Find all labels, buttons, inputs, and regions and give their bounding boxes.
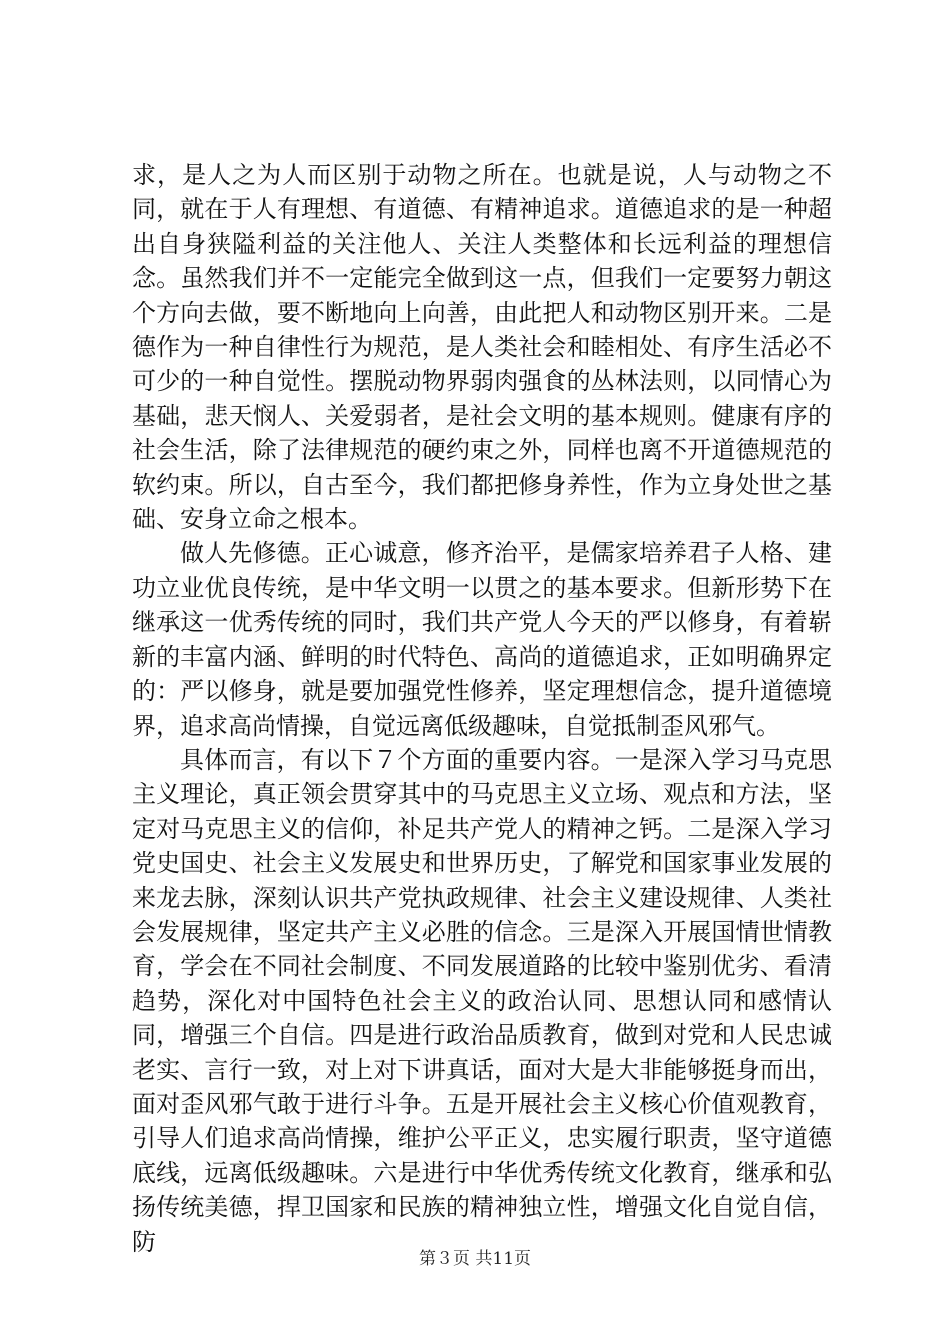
page-number-footer: 第３页 共11页 [418, 1249, 532, 1269]
body-text [132, 158, 832, 1259]
paragraph-1: 求，是人之为人而区别于动物之所在。也就是说，人与动物之不同，就在于人有理想、有道德、有精神追求。道德追求的是一种超出自身狭隘利益的关注他人、关注人类整体和长远利益的理想信念。虽然我们并不一定能完全做到这一点，但我们一定要努力朝这个方向去做，要不断地向上向善，由此把人和动物区别开来。二是德作为一种自律性行为规范，是人类社会和睦相处、有序生活必不可少的一种自觉性。摆脱动物界弱肉强食的丛林法则，以同情心为基础，悲天悯人、关爱弱者，是社会文明的基本规则。健康有序的社会生活，除了法律规范的硬约束之外，同样也离不开道德规范的软约束。所以，自古至今，我们都把修身养性，作为立身处世之基础、安身立命之根本。 [132, 161, 832, 534]
paragraph-2: 做人先修德。正心诚意，修齐治平，是儒家培养君子人格、建功立业优良传统，是中华文明一以贯之的基本要求。但新形势下在继承这一优秀传统的同时，我们共产党人今天的严以修身，有着崭新的丰富内涵、鲜明的时代特色、高尚的道德追求，正如明确界定的：严以修身，就是要加强党性修养，坚定理想信念，提升道德境界，追求高尚情操，自觉远离低级趣味，自觉抵制歪风邪气。 [132, 539, 832, 740]
paragraph-3: 具体而言，有以下７个方面的重要内容。一是深入学习马克思主义理论，真正领会贯穿其中的马克思主义立场、观点和方法，坚定对马克思主义的信仰，补足共产党人的精神之钙。二是深入学习党史国史、社会主义发展史和世界历史，了解党和国家事业发展的来龙去脉，深刻认识共产党执政规律、社会主义建设规律、人类社会发展规律，坚定共产主义必胜的信念。三是深入开展国情世情教育，学会在不同社会制度、不同发展道路的比较中鉴别优劣、看清趋势，深化对中国特色社会主义的政治认同、思想认同和感情认同，增强三个自信。四是进行政治品质教育，做到对党和人民忠诚老实、言行一致，对上对下讲真话，面对大是大非能够挺身而出，面对歪风邪气敢于进行斗争。五是开展社会主义核心价值观教育，引导人们追求高尚情操，维护公平正义，忠实履行职责，坚守道德底线，远离低级趣味。六是进行中华优秀传统文化教育，继承和弘扬传统美德，捍卫国家和民族的精神独立性，增强文化自觉自信，防 [132, 745, 832, 1256]
